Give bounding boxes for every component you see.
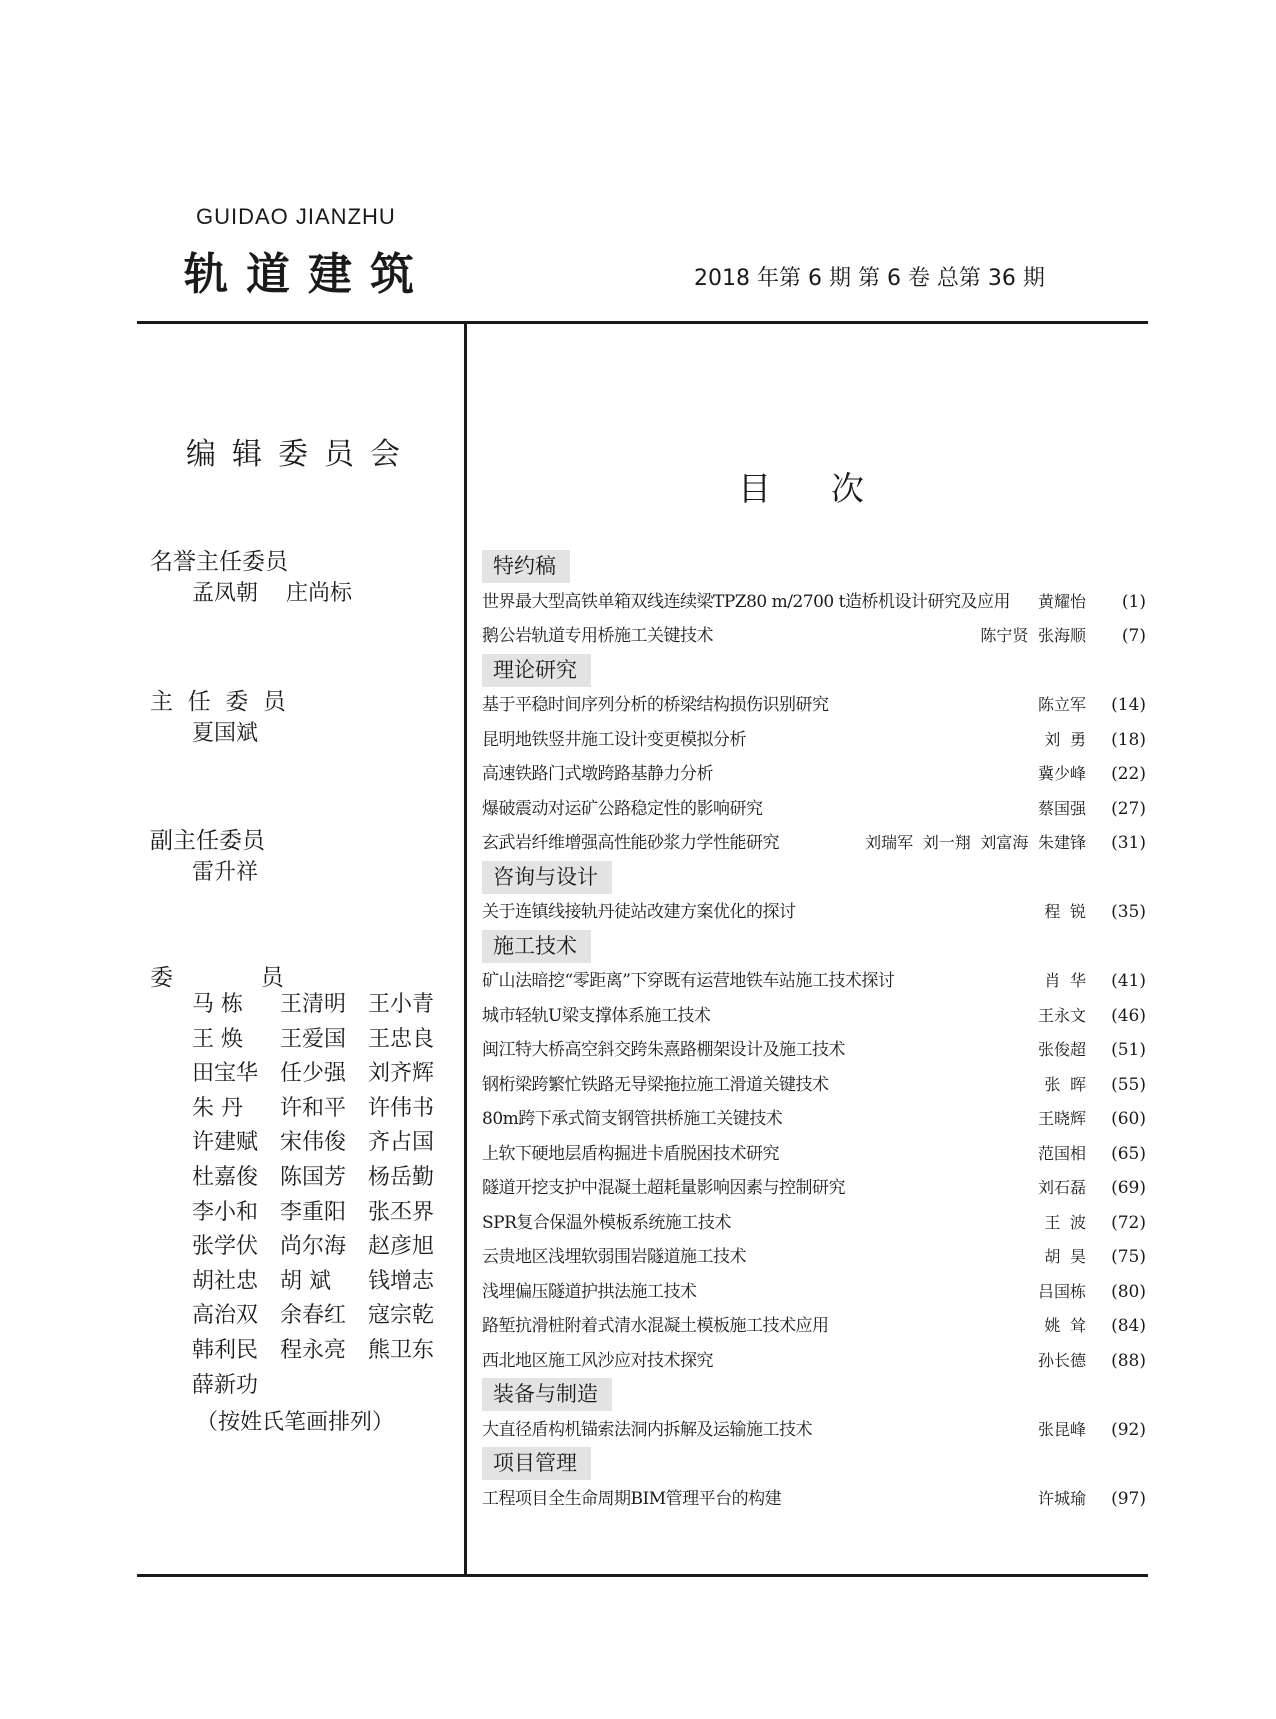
member-name: 薛新功 — [192, 1372, 259, 1398]
toc-entry[interactable] — [482, 895, 1146, 930]
ordering-note: （按姓氏笔画排列） — [196, 1410, 395, 1435]
toc-section-header — [482, 1447, 1146, 1482]
article-authors: 刘石磊 — [1037, 1178, 1086, 1197]
member-name: 胡社忠 — [192, 1268, 259, 1294]
article-authors: 冀少峰 — [1037, 764, 1086, 783]
toc-entry[interactable] — [482, 964, 1146, 999]
article-title: 高速铁路门式墩跨路基静力分析 — [482, 764, 713, 784]
member-row — [192, 1265, 456, 1300]
article-title: 昆明地铁竖井施工设计变更模拟分析 — [482, 729, 746, 750]
member-name: 李重阳 — [280, 1199, 347, 1225]
article-page: (22) — [1111, 764, 1146, 784]
top-rule — [137, 321, 1148, 324]
article-page: (1) — [1121, 591, 1146, 612]
article-page: (55) — [1111, 1074, 1146, 1095]
article-title: 基于平稳时间序列分析的桥梁结构损伤识别研究 — [482, 695, 829, 715]
member-row — [192, 1299, 456, 1334]
toc-entry[interactable] — [482, 723, 1146, 758]
article-page: (92) — [1111, 1419, 1146, 1440]
member-name: 陈国芳 — [280, 1164, 347, 1190]
member-row — [192, 1126, 456, 1161]
article-title: 玄武岩纤维增强高性能砂浆力学性能研究 — [482, 833, 779, 853]
member-name: 余春红 — [280, 1303, 347, 1329]
section-label: 施工技术 — [482, 930, 591, 963]
toc-entry[interactable] — [482, 688, 1146, 723]
member-name: 李小和 — [192, 1199, 259, 1225]
article-authors: 胡 昊 — [1044, 1247, 1086, 1266]
member-name: 王清明 — [280, 992, 347, 1017]
member-name: 杜嘉俊 — [192, 1164, 259, 1190]
member-name: 齐占国 — [368, 1130, 435, 1156]
article-authors: 肖 华 — [1044, 971, 1086, 990]
article-authors: 王 波 — [1044, 1212, 1086, 1232]
members-label: 委 员 — [150, 965, 284, 991]
article-page: (97) — [1111, 1488, 1146, 1509]
article-page: (72) — [1111, 1212, 1146, 1233]
section-label: 装备与制造 — [482, 1378, 612, 1411]
member-name: 任少强 — [280, 1061, 347, 1087]
member-name — [280, 1369, 368, 1404]
toc-entry[interactable] — [482, 585, 1146, 620]
toc-entry[interactable] — [482, 1137, 1146, 1172]
article-authors: 姚 耸 — [1044, 1316, 1086, 1335]
member-name: 刘齐辉 — [368, 1061, 435, 1087]
member-row — [192, 988, 456, 1023]
member-name — [368, 1369, 456, 1404]
director-names: 夏国斌 — [192, 721, 259, 746]
toc-entry[interactable] — [482, 792, 1146, 827]
toc-entry[interactable] — [482, 1206, 1146, 1241]
article-title: 爆破震动对运矿公路稳定性的影响研究 — [482, 798, 763, 819]
section-label: 项目管理 — [482, 1447, 591, 1480]
member-name: 许建赋 — [192, 1130, 259, 1156]
article-authors: 王永文 — [1037, 1005, 1086, 1025]
article-title: 80m跨下承式简支钢管拱桥施工关键技术 — [482, 1109, 783, 1129]
toc-entry[interactable] — [482, 1068, 1146, 1103]
toc-entry[interactable] — [482, 1171, 1146, 1206]
article-title: 钢桁梁跨繁忙铁路无导梁拖拉施工滑道关键技术 — [482, 1074, 829, 1095]
section-label: 理论研究 — [482, 654, 591, 687]
member-name: 田宝华 — [192, 1061, 259, 1087]
members-grid — [192, 988, 456, 1403]
honorary-director-label: 名誉主任委员 — [150, 549, 288, 575]
article-page: (60) — [1111, 1109, 1146, 1129]
article-page: (84) — [1111, 1316, 1146, 1336]
toc-section-header — [482, 550, 1146, 585]
article-authors: 刘瑞军 刘一翔 刘富海 朱建锋 — [865, 833, 1086, 852]
deputy-director-label: 副主任委员 — [150, 828, 265, 854]
member-name: 王爱国 — [280, 1026, 347, 1052]
toc-entry[interactable] — [482, 757, 1146, 792]
article-page: (35) — [1111, 902, 1146, 922]
toc-entry[interactable] — [482, 1033, 1146, 1068]
member-name: 王 焕 — [192, 1026, 243, 1052]
toc-section-header — [482, 1378, 1146, 1413]
article-title: 城市轻轨U梁支撑体系施工技术 — [482, 1005, 711, 1026]
member-name: 尚尔海 — [280, 1234, 347, 1260]
member-row — [192, 1196, 456, 1231]
article-title: 浅埋偏压隧道护拱法施工技术 — [482, 1281, 697, 1302]
member-name: 胡 斌 — [280, 1268, 331, 1294]
article-page: (88) — [1111, 1350, 1146, 1371]
article-authors: 刘 勇 — [1044, 729, 1086, 749]
issue-info: 2018 年第 6 期 第 6 卷 总第 36 期 — [694, 266, 1045, 291]
member-name: 寇宗乾 — [368, 1303, 435, 1329]
member-name: 熊卫东 — [368, 1337, 435, 1363]
article-page: (69) — [1111, 1178, 1146, 1198]
article-title: 云贵地区浅埋软弱围岩隧道施工技术 — [482, 1247, 746, 1267]
member-name: 赵彦旭 — [368, 1234, 435, 1260]
toc-entry[interactable] — [482, 1482, 1146, 1517]
member-row — [192, 1057, 456, 1092]
article-page: (18) — [1111, 729, 1146, 750]
article-page: (65) — [1111, 1143, 1146, 1164]
toc-entry[interactable] — [482, 999, 1146, 1034]
section-label: 咨询与设计 — [482, 861, 612, 894]
member-name: 张学伏 — [192, 1234, 259, 1260]
article-page: (27) — [1111, 798, 1146, 819]
toc-section-header — [482, 930, 1146, 965]
member-row — [192, 1334, 456, 1369]
article-title: 大直径盾构机锚索法洞内拆解及运输施工技术 — [482, 1419, 812, 1440]
article-authors: 孙长德 — [1037, 1350, 1086, 1370]
article-page: (41) — [1111, 971, 1146, 991]
article-title: 鹅公岩轨道专用桥施工关键技术 — [482, 626, 713, 646]
toc-title: 目次 — [738, 469, 924, 508]
toc-list — [482, 550, 1146, 1516]
article-title: 隧道开挖支护中混凝土超耗量影响因素与控制研究 — [482, 1178, 845, 1198]
member-row — [192, 1369, 456, 1404]
toc-entry[interactable] — [482, 619, 1146, 654]
member-row — [192, 1161, 456, 1196]
bottom-rule — [137, 1574, 1148, 1577]
article-title: 西北地区施工风沙应对技术探究 — [482, 1350, 713, 1371]
article-title: 上软下硬地层盾构掘进卡盾脱困技术研究 — [482, 1143, 779, 1164]
toc-section-header — [482, 654, 1146, 689]
member-name: 朱 丹 — [192, 1095, 243, 1121]
toc-entry[interactable] — [482, 1413, 1146, 1448]
article-authors: 王晓辉 — [1037, 1109, 1086, 1128]
toc-entry[interactable] — [482, 1275, 1146, 1310]
toc-entry[interactable] — [482, 1344, 1146, 1379]
member-row — [192, 1023, 456, 1058]
article-title: SPR复合保温外模板系统施工技术 — [482, 1212, 731, 1233]
article-authors: 吕国栋 — [1037, 1281, 1086, 1301]
member-name: 许伟书 — [368, 1095, 435, 1121]
journal-logo: 轨道建筑 — [184, 249, 432, 300]
deputy-director-names: 雷升祥 — [192, 860, 259, 885]
article-title: 矿山法暗挖“零距离”下穿既有运营地铁车站施工技术探讨 — [482, 971, 895, 991]
article-authors: 黄耀怡 — [1037, 591, 1086, 611]
article-page: (7) — [1121, 626, 1146, 646]
member-name: 韩利民 — [192, 1337, 259, 1363]
member-name: 宋伟俊 — [280, 1130, 347, 1156]
article-authors: 陈立军 — [1037, 695, 1086, 714]
member-row — [192, 1092, 456, 1127]
toc-entry[interactable] — [482, 1309, 1146, 1344]
section-label: 特约稿 — [482, 550, 570, 583]
member-name: 杨岳勤 — [368, 1164, 435, 1190]
article-page: (46) — [1111, 1005, 1146, 1026]
journal-pinyin: GUIDAO JIANZHU — [196, 204, 396, 229]
article-page: (75) — [1111, 1247, 1146, 1267]
article-title: 闽江特大桥高空斜交跨朱熹路棚架设计及施工技术 — [482, 1040, 845, 1060]
article-page: (14) — [1111, 695, 1146, 715]
board-title: 编辑委员会 — [186, 437, 416, 472]
director-label: 主 任 委 员 — [150, 689, 286, 715]
article-authors: 张俊超 — [1037, 1040, 1086, 1059]
column-divider — [464, 323, 467, 1576]
article-authors: 程 锐 — [1044, 902, 1086, 921]
member-name: 许和平 — [280, 1095, 347, 1121]
member-name: 程永亮 — [280, 1337, 347, 1363]
member-name: 钱增志 — [368, 1268, 435, 1294]
toc-entry[interactable] — [482, 826, 1146, 861]
article-authors: 陈宁贤 张海顺 — [980, 626, 1086, 645]
article-authors: 张 晖 — [1044, 1074, 1086, 1094]
toc-entry[interactable] — [482, 1102, 1146, 1137]
article-title: 路堑抗滑桩附着式清水混凝土模板施工技术应用 — [482, 1316, 829, 1336]
member-name: 高治双 — [192, 1303, 259, 1329]
article-authors: 许城瑜 — [1037, 1488, 1086, 1508]
article-title: 工程项目全生命周期BIM管理平台的构建 — [482, 1488, 782, 1509]
article-title: 世界最大型高铁单箱双线连续梁TPZ80 m/2700 t造桥机设计研究及应用 — [482, 591, 1010, 612]
article-authors: 张昆峰 — [1037, 1419, 1086, 1439]
article-title: 关于连镇线接轨丹徒站改建方案优化的探讨 — [482, 902, 796, 922]
member-name: 王小青 — [368, 992, 435, 1017]
article-authors: 蔡国强 — [1037, 798, 1086, 818]
article-page: (31) — [1111, 833, 1146, 853]
article-page: (80) — [1111, 1281, 1146, 1302]
article-authors: 范国相 — [1037, 1143, 1086, 1163]
member-name: 马 栋 — [192, 992, 243, 1017]
toc-section-header — [482, 861, 1146, 896]
toc-entry[interactable] — [482, 1240, 1146, 1275]
honorary-director-names: 孟凤朝 庄尚标 — [192, 581, 352, 606]
member-name: 王忠良 — [368, 1026, 435, 1052]
article-page: (51) — [1111, 1040, 1146, 1060]
member-name: 张丕界 — [368, 1199, 435, 1225]
member-row — [192, 1230, 456, 1265]
